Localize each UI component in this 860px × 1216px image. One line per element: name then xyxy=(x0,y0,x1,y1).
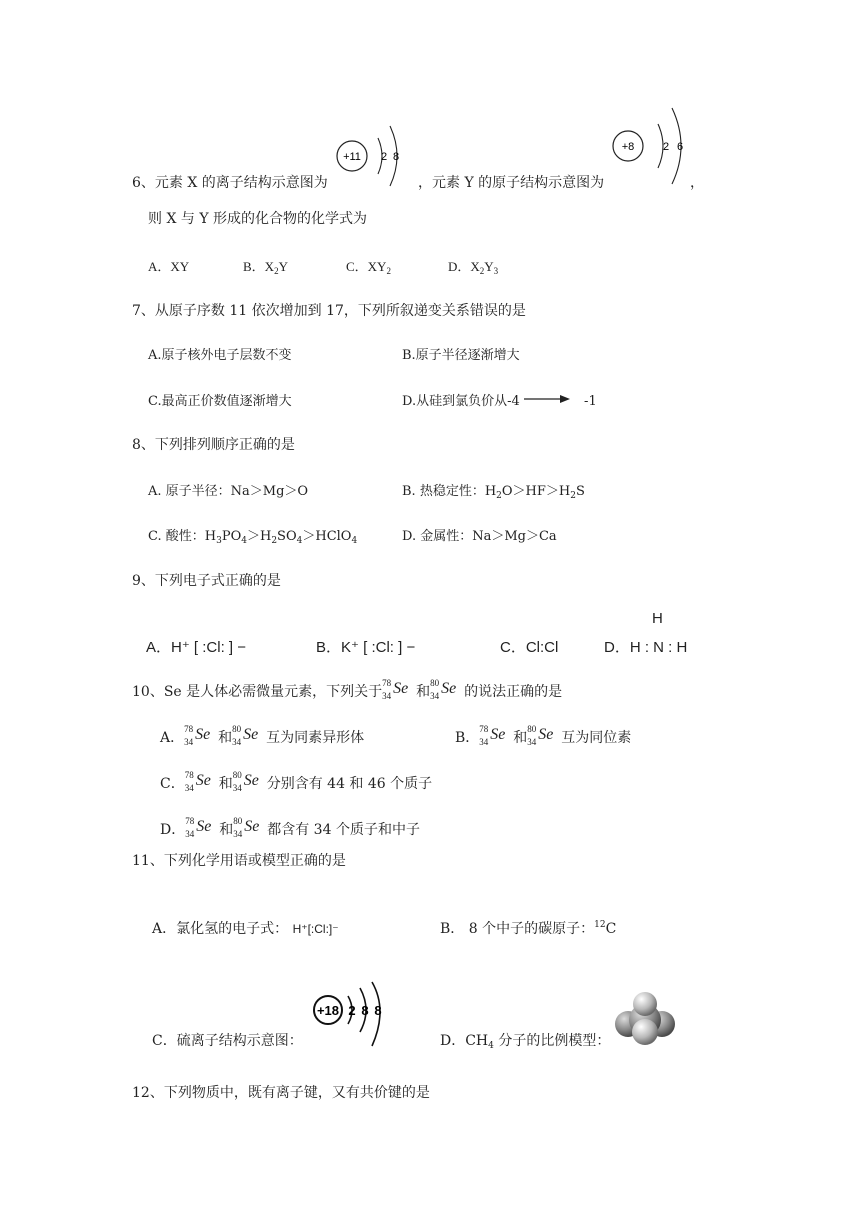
q10-stem: 10、Se 是人体必需微量元素，下列关于 78 34 Se 和 80 34 Se 的说法正确的是 xyxy=(132,678,563,701)
q11-c-shell-1: 2 xyxy=(348,1003,356,1018)
arrow-right-icon xyxy=(524,394,570,404)
q8-option-b[interactable]: B. 热稳定性：$H_2O>HF>H_2S$ xyxy=(402,484,585,501)
q7-option-b[interactable]: B.原子半径逐渐增大 xyxy=(402,348,520,363)
q8-option-a[interactable]: A. 原子半径：Na＞Mg＞O xyxy=(148,484,309,499)
q9-option-c[interactable]: C．Cl:Cl xyxy=(500,639,559,656)
q6-option-d[interactable]: D．$X_2Y_3$ xyxy=(448,259,499,276)
q7-option-a[interactable]: A.原子核外电子层数不变 xyxy=(148,348,292,363)
q6-stem-mid: ，元素 Y 的原子结构示意图为 xyxy=(418,175,605,191)
q6-stem-line1: 6、元素 X 的离子结构示意图为 xyxy=(132,175,328,191)
q7-option-c[interactable]: C.最高正价数值逐渐增大 xyxy=(148,394,292,409)
q11-stem: 11、下列化学用语或模型正确的是 xyxy=(132,853,346,869)
q6-x-shell-2: 8 xyxy=(392,151,400,163)
q6-atom-structure-diagram xyxy=(610,106,694,188)
q8-option-d[interactable]: D. 金属性：Na＞Mg＞Ca xyxy=(402,529,557,544)
q9-option-a[interactable]: A．H⁺ [ :Cl: ] − xyxy=(146,639,247,656)
q7-stem: 7、从原子序数 11 依次增加到 17，下列所叙递变关系错误的是 xyxy=(132,303,526,319)
q7-option-d[interactable]: D.从硅到氯负价从-4 -1 xyxy=(402,394,597,409)
q6-x-shell-1: 2 xyxy=(380,151,388,163)
q6-ion-structure-diagram xyxy=(334,122,418,188)
isotope-se-80: 80 34 Se xyxy=(430,678,457,701)
q9-option-d[interactable]: D．H : N : H xyxy=(604,639,688,656)
q11-option-c[interactable]: C．硫离子结构示意图： xyxy=(152,1033,303,1049)
q11-c-nucleus: +18 xyxy=(316,1003,340,1018)
ch4-space-filling-model-image xyxy=(614,990,676,1046)
q8-stem: 8、下列排列顺序正确的是 xyxy=(132,437,295,453)
q11-sulfide-ion-diagram xyxy=(310,980,400,1052)
q10-option-a[interactable]: A． 78 34 Se 和 80 34 Se 互为同素异形体 xyxy=(160,724,365,747)
q8-option-c[interactable]: C. 酸性：$H_3PO_4>H_2SO_4>HClO_4$ xyxy=(148,529,358,546)
q11-option-d[interactable]: D．$CH_4$ 分子的比例模型： xyxy=(440,1033,611,1051)
q6-option-c[interactable]: C．$XY_2$ xyxy=(346,259,391,276)
q10-option-d[interactable]: D． 78 34 Se 和 80 34 Se 都含有 34 个质子和中子 xyxy=(160,816,420,839)
q9-stem: 9、下列电子式正确的是 xyxy=(132,573,281,589)
q6-y-shell-1: 2 xyxy=(662,141,670,153)
isotope-se-78: 78 34 Se xyxy=(382,678,409,701)
q6-stem-end: ， xyxy=(690,175,704,191)
q6-option-a[interactable]: A．XY xyxy=(148,259,190,274)
q6-x-nucleus: +11 xyxy=(343,151,361,163)
q11-c-shell-3: 8 xyxy=(374,1003,382,1018)
q10-option-b[interactable]: B． 78 34 Se 和 80 34 Se 互为同位素 xyxy=(455,724,632,747)
q11-option-b[interactable]: B． 8 个中子的碳原子：$^{12}$C xyxy=(440,920,617,937)
q6-y-nucleus: +8 xyxy=(621,141,635,153)
q11-option-a[interactable]: A．氯化氢的电子式： H⁺[:Cl:]⁻ xyxy=(152,921,339,937)
q12-stem: 12、下列物质中，既有离子键，又有共价键的是 xyxy=(132,1085,430,1101)
q11-c-shell-2: 8 xyxy=(361,1003,369,1018)
q11-a-electron-formula: H⁺[:Cl:]⁻ xyxy=(292,922,339,936)
q9-option-b[interactable]: B．K⁺ [ :Cl: ] − xyxy=(316,639,416,656)
q6-option-b[interactable]: B．$X_2Y$ xyxy=(243,259,288,276)
q6-stem-line2: 则 X 与 Y 形成的化合物的化学式为 xyxy=(148,211,368,227)
q6-y-shell-2: 6 xyxy=(676,141,684,153)
q9-option-d-top-h: H xyxy=(652,610,663,627)
q10-option-c[interactable]: C． 78 34 Se 和 80 34 Se 分别含有 44 和 46 个质子 xyxy=(160,770,433,793)
